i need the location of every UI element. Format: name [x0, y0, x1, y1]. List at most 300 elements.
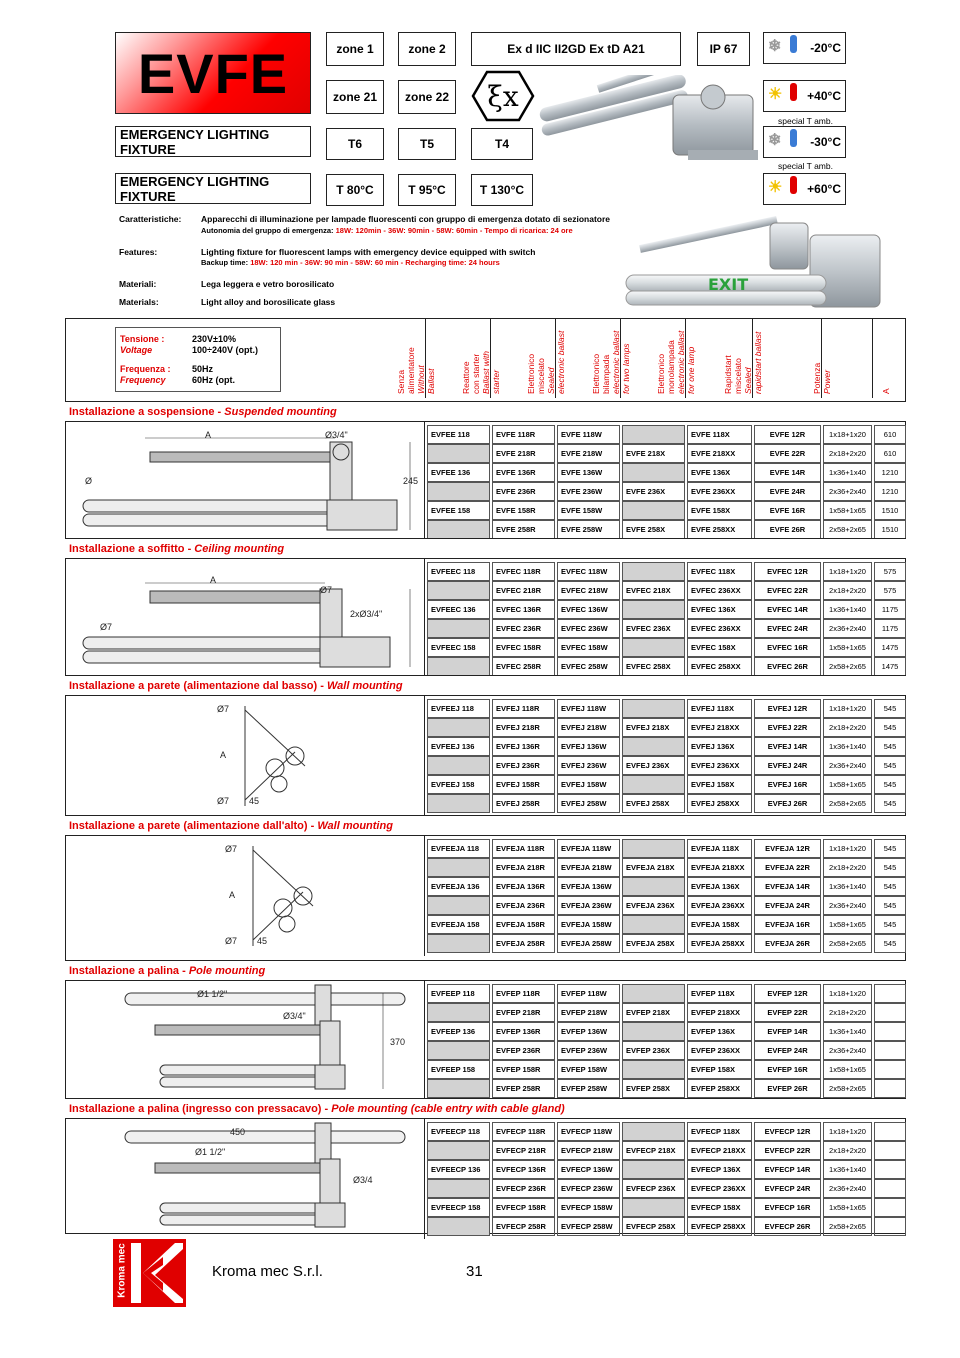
table-cell: EVFEC 258R: [492, 657, 555, 676]
mounting-drawing-0: [65, 422, 425, 542]
dimension-label: Ø7: [320, 585, 333, 595]
dimension-label: 370: [390, 1037, 406, 1047]
section-title-it: Installazione a sospensione -: [69, 406, 225, 418]
materials-en-text: Light alloy and borosilicate glass: [201, 297, 336, 307]
table-cell: EVFEEP 158: [427, 1060, 490, 1079]
table-cell: EVFEJ 258XX: [687, 794, 752, 813]
column-header-6: [812, 318, 872, 398]
table-cell: EVFEJ 16R: [754, 775, 821, 794]
table-cell: 1x18+1x20: [823, 699, 872, 718]
svg-text:ξx: ξx: [487, 80, 519, 113]
table-cell: 1x18+1x20: [823, 984, 872, 1003]
table-cell: EVFEP 218X: [622, 1003, 685, 1022]
materials-it-text: Lega leggera e vetro borosilicato: [201, 279, 335, 289]
table-cell: 545: [874, 934, 906, 953]
column-header-line: Sealed: [743, 367, 753, 394]
t6-box: T6: [326, 128, 384, 160]
table-cell: [874, 984, 906, 1003]
table-cell: EVFEP 136R: [492, 1022, 555, 1041]
table-cell: EVFEP 136X: [687, 1022, 752, 1041]
section-title-it: Installazione a palina (ingresso con pressacavo) -: [69, 1103, 332, 1115]
table-cell: 2x36+2x40: [823, 896, 872, 915]
table-cell: EVFEJ 118W: [557, 699, 620, 718]
table-cell: [874, 1198, 906, 1217]
table-cell: EVFEJA 236X: [622, 896, 685, 915]
backup-en-line: Backup time: 18W: 120 min - 36W: 90 min - 58W: 60 min - Recharging time: 24 hours: [201, 258, 500, 267]
table-cell: 610: [874, 444, 906, 463]
table-cell: EVFEC 218R: [492, 581, 555, 600]
table-cell: EVFEJA 26R: [754, 934, 821, 953]
table-cell: EVFECP 136R: [492, 1160, 555, 1179]
thermometer-cold-icon: [790, 129, 797, 147]
table-cell: EVFE 236XX: [687, 482, 752, 501]
column-header-line: monolampada: [666, 340, 676, 394]
dimension-label: A: [205, 430, 212, 440]
table-cell: EVFEEP 118: [427, 984, 490, 1003]
mounting-drawing-3: [65, 836, 425, 956]
column-header-line: Rapidstart: [723, 355, 733, 394]
table-cell: EVFEJ 158W: [557, 775, 620, 794]
table-cell: 1x18+1x20: [823, 839, 872, 858]
section-title-it: Installazione a parete (alimentazione dall'alto) -: [69, 820, 318, 832]
section-title-0: [65, 401, 906, 422]
table-cell: 545: [874, 877, 906, 896]
table-cell: EVFEC 16R: [754, 638, 821, 657]
table-cell: EVFEC 218W: [557, 581, 620, 600]
column-header-line: Reattore: [461, 361, 471, 394]
backup-it-line: Autonomia del gruppo di emergenza: 18W: 120min - 36W: 90min - 58W: 60min - Tempo di ricarica: 24 ore: [201, 226, 573, 235]
table-cell: EVFEJ 236X: [622, 756, 685, 775]
table-cell: [874, 1041, 906, 1060]
table-cell: 2x58+2x65: [823, 1079, 872, 1098]
table-cell: 545: [874, 839, 906, 858]
table-cell: 1x36+1x40: [823, 600, 872, 619]
dimension-label: 2xØ3/4": [350, 609, 383, 619]
dimension-label: Ø7: [225, 844, 238, 854]
table-cell: 2x36+2x40: [823, 756, 872, 775]
table-cell: EVFEJA 118X: [687, 839, 752, 858]
table-cell: EVFE 258W: [557, 520, 620, 539]
table-cell: EVFEP 218XX: [687, 1003, 752, 1022]
kroma-mec-logo: [113, 1239, 186, 1307]
table-cell: [427, 619, 490, 638]
table-cell: EVFEC 118X: [687, 562, 752, 581]
table-cell: EVFEC 236R: [492, 619, 555, 638]
section-title-en: Ceiling mounting: [194, 543, 285, 555]
table-cell: EVFE 136R: [492, 463, 555, 482]
table-cell: EVFEC 258X: [622, 657, 685, 676]
ambient-min20-box: ❄ -20°C: [763, 32, 846, 64]
table-cell: EVFEC 258W: [557, 657, 620, 676]
table-cell: 2x18+2x20: [823, 718, 872, 737]
table-cell: EVFEJ 24R: [754, 756, 821, 775]
table-cell: EVFE 258X: [622, 520, 685, 539]
table-cell: EVFECP 118R: [492, 1122, 555, 1141]
table-cell: EVFEJA 218R: [492, 858, 555, 877]
table-cell: [874, 1079, 906, 1098]
features-en-label: Features:: [119, 247, 158, 257]
table-cell: 575: [874, 581, 906, 600]
table-cell: EVFECP 158R: [492, 1198, 555, 1217]
table-cell: [622, 501, 685, 520]
column-header-line: Senza: [396, 369, 406, 394]
table-cell: EVFEEC 158: [427, 638, 490, 657]
table-cell: EVFEC 236XX: [687, 581, 752, 600]
table-cell: EVFECP 26R: [754, 1217, 821, 1236]
mounting-drawing-2: [65, 696, 425, 816]
table-cell: [622, 984, 685, 1003]
table-cell: EVFEECP 158: [427, 1198, 490, 1217]
dimension-label: Ø3/4": [325, 430, 348, 440]
column-header-text: [591, 331, 631, 394]
table-cell: [622, 1198, 685, 1217]
table-cell: EVFEP 118R: [492, 984, 555, 1003]
table-cell: [427, 756, 490, 775]
table-cell: [874, 1003, 906, 1022]
column-header-line: Elettronico: [656, 353, 666, 394]
table-cell: EVFEC 158R: [492, 638, 555, 657]
table-cell: EVFEP 158W: [557, 1060, 620, 1079]
table-cell: EVFEJA 158W: [557, 915, 620, 934]
table-cell: EVFE 136W: [557, 463, 620, 482]
table-cell: EVFEC 236XX: [687, 619, 752, 638]
table-cell: [427, 1141, 490, 1160]
column-header-line: bilampada: [601, 354, 611, 394]
table-cell: EVFEJA 236R: [492, 896, 555, 915]
label-box-1: EMERGENCY LIGHTING FIXTURE: [115, 126, 311, 157]
table-cell: 545: [874, 915, 906, 934]
column-header-line: Elettronico: [526, 353, 536, 394]
table-cell: EVFEP 24R: [754, 1041, 821, 1060]
column-header-line: miscelato: [536, 358, 546, 394]
table-cell: EVFEJA 24R: [754, 896, 821, 915]
table-cell: 2x36+2x40: [823, 482, 872, 501]
table-cell: EVFEJA 236XX: [687, 896, 752, 915]
materials-it-label: Materiali:: [119, 279, 157, 289]
table-cell: 1x36+1x40: [823, 1022, 872, 1041]
table-cell: 2x18+2x20: [823, 444, 872, 463]
column-header-text: [656, 331, 696, 394]
table-cell: EVFE 236X: [622, 482, 685, 501]
ambient-plus60-box: ☀ +60°C: [763, 173, 846, 205]
table-cell: EVFECP 136W: [557, 1160, 620, 1179]
table-cell: EVFEP 236R: [492, 1041, 555, 1060]
table-cell: EVFEJ 236XX: [687, 756, 752, 775]
table-cell: EVFEJA 218XX: [687, 858, 752, 877]
table-cell: EVFE 236W: [557, 482, 620, 501]
table-cell: EVFE 218XX: [687, 444, 752, 463]
section-title-3: [65, 815, 906, 836]
product-photo-top: [538, 75, 758, 175]
technical-drawing: [65, 422, 425, 542]
table-cell: [622, 425, 685, 444]
t5-box: T5: [398, 128, 456, 160]
dimension-label: Ø7: [225, 936, 238, 946]
table-cell: [427, 934, 490, 953]
table-cell: 1x36+1x40: [823, 1160, 872, 1179]
table-cell: EVFEP 258W: [557, 1079, 620, 1098]
table-cell: EVFEEC 136: [427, 600, 490, 619]
table-cell: [622, 699, 685, 718]
atex-ex-icon: [471, 66, 535, 126]
table-cell: 545: [874, 858, 906, 877]
table-cell: [622, 1060, 685, 1079]
snowflake-icon: ❄: [768, 38, 782, 55]
table-cell: EVFEP 118X: [687, 984, 752, 1003]
table-cell: [622, 638, 685, 657]
table-cell: [622, 915, 685, 934]
table-cell: 1475: [874, 657, 906, 676]
table-cell: EVFEEP 136: [427, 1022, 490, 1041]
table-cell: EVFECP 236X: [622, 1179, 685, 1198]
table-cell: EVFEJA 136W: [557, 877, 620, 896]
table-cell: EVFEJA 16R: [754, 915, 821, 934]
table-cell: 610: [874, 425, 906, 444]
dimension-label: Ø1 1/2": [195, 1147, 226, 1157]
column-header-line: starter: [491, 369, 501, 394]
table-cell: EVFECP 218XX: [687, 1141, 752, 1160]
table-cell: EVFEC 136X: [687, 600, 752, 619]
zone-22-box: zone 22: [398, 80, 456, 114]
table-cell: EVFEC 118W: [557, 562, 620, 581]
table-cell: EVFECP 258W: [557, 1217, 620, 1236]
table-cell: EVFEJA 14R: [754, 877, 821, 896]
table-cell: 545: [874, 794, 906, 813]
dimension-label: 45: [249, 796, 260, 806]
t95-box: T 95°C: [398, 174, 456, 206]
table-cell: EVFEC 258XX: [687, 657, 752, 676]
table-cell: [874, 1141, 906, 1160]
voltage-label: Tensione :: [120, 334, 165, 344]
table-cell: EVFEC 218X: [622, 581, 685, 600]
table-cell: 1510: [874, 501, 906, 520]
table-cell: 1x18+1x20: [823, 562, 872, 581]
table-cell: EVFEJA 258XX: [687, 934, 752, 953]
frequency-opt: 60Hz (opt.: [192, 375, 236, 385]
table-cell: EVFEP 136W: [557, 1022, 620, 1041]
table-cell: EVFECP 158X: [687, 1198, 752, 1217]
column-header-line: Ballast with: [481, 351, 491, 394]
table-cell: EVFEJA 136X: [687, 877, 752, 896]
table-cell: EVFE 118W: [557, 425, 620, 444]
dimension-label: Ø7: [217, 796, 230, 806]
thermometer-cold-icon: [790, 35, 797, 53]
table-cell: [874, 1217, 906, 1236]
section-title-5: [65, 1098, 906, 1119]
exit-sign-text: EXIT: [708, 275, 749, 294]
section-title-2: [65, 675, 906, 696]
table-cell: 1175: [874, 619, 906, 638]
materials-en-label: Materials:: [119, 297, 159, 307]
snowflake-icon: ❄: [768, 132, 782, 149]
table-cell: EVFEC 26R: [754, 657, 821, 676]
table-cell: 1x18+1x20: [823, 1122, 872, 1141]
table-cell: EVFEJA 158R: [492, 915, 555, 934]
technical-drawing: [65, 981, 425, 1101]
zone-21-box: zone 21: [326, 80, 384, 114]
section-title-it: Installazione a soffitto -: [69, 543, 195, 555]
table-cell: [427, 858, 490, 877]
column-header-text: [812, 363, 832, 394]
table-cell: EVFEJ 258X: [622, 794, 685, 813]
table-cell: EVFECP 258XX: [687, 1217, 752, 1236]
table-cell: EVFEP 118W: [557, 984, 620, 1003]
table-cell: EVFEJ 258R: [492, 794, 555, 813]
table-cell: [622, 463, 685, 482]
table-cell: [427, 1003, 490, 1022]
table-cell: [622, 562, 685, 581]
table-cell: EVFE 118X: [687, 425, 752, 444]
column-header-line: rapidstart ballast: [753, 331, 763, 394]
table-cell: EVFECP 158W: [557, 1198, 620, 1217]
table-cell: [622, 839, 685, 858]
sun-icon: ☀: [768, 86, 783, 103]
table-cell: EVFE 14R: [754, 463, 821, 482]
dimension-label: A: [210, 575, 217, 585]
table-cell: 1x36+1x40: [823, 737, 872, 756]
table-cell: EVFECP 258X: [622, 1217, 685, 1236]
certification-box: Ex d IIC II2GD Ex tD A21: [471, 32, 681, 66]
technical-drawing: [65, 836, 425, 956]
table-cell: 545: [874, 699, 906, 718]
table-cell: EVFE 158X: [687, 501, 752, 520]
table-cell: 2x36+2x40: [823, 1179, 872, 1198]
column-header-text: [881, 388, 891, 394]
t130-box: T 130°C: [471, 174, 533, 206]
dimension-label: A: [229, 890, 236, 900]
table-cell: 1510: [874, 520, 906, 539]
features-en-text: Lighting fixture for fluorescent lamps with emergency device equipped with switch: [201, 247, 536, 257]
technical-drawing: [65, 696, 425, 816]
table-cell: EVFEP 236XX: [687, 1041, 752, 1060]
table-cell: EVFECP 218W: [557, 1141, 620, 1160]
table-cell: 1x58+1x65: [823, 915, 872, 934]
table-cell: EVFEP 12R: [754, 984, 821, 1003]
table-cell: [622, 877, 685, 896]
table-cell: EVFEP 16R: [754, 1060, 821, 1079]
table-cell: EVFECP 136X: [687, 1160, 752, 1179]
voltage-opt: 100÷240V (opt.): [192, 345, 258, 355]
table-cell: EVFEP 158R: [492, 1060, 555, 1079]
column-header-text: [396, 347, 436, 394]
features-it-label: Caratteristiche:: [119, 214, 182, 224]
column-header-line: for one lamp: [686, 346, 696, 394]
table-cell: EVFEP 236W: [557, 1041, 620, 1060]
voltage-value: 230V±10%: [192, 334, 236, 344]
table-cell: EVFEC 118R: [492, 562, 555, 581]
logo-text: Kroma mec: [116, 1243, 128, 1298]
table-cell: EVFECP 24R: [754, 1179, 821, 1198]
table-cell: EVFEEJA 158: [427, 915, 490, 934]
table-cell: EVFEE 118: [427, 425, 490, 444]
table-cell: [874, 1022, 906, 1041]
frequency-value: 50Hz: [192, 364, 214, 374]
mounting-drawing-1: [65, 559, 425, 679]
dimension-label: Ø7: [217, 704, 230, 714]
table-cell: EVFEP 236X: [622, 1041, 685, 1060]
table-cell: EVFEJ 14R: [754, 737, 821, 756]
table-cell: EVFEJA 258W: [557, 934, 620, 953]
column-header-line: con starter: [471, 353, 481, 394]
table-cell: [874, 1122, 906, 1141]
section-title-it: Installazione a parete (alimentazione dal basso) -: [69, 680, 327, 692]
table-cell: EVFECP 12R: [754, 1122, 821, 1141]
table-cell: EVFEP 218W: [557, 1003, 620, 1022]
table-cell: EVFEJ 136R: [492, 737, 555, 756]
table-cell: [427, 520, 490, 539]
technical-drawing: [65, 559, 425, 679]
table-cell: 2x58+2x65: [823, 657, 872, 676]
table-cell: [622, 737, 685, 756]
table-cell: EVFEP 218R: [492, 1003, 555, 1022]
section-title-1: [65, 538, 906, 559]
table-cell: EVFE 136X: [687, 463, 752, 482]
table-cell: [427, 1217, 490, 1236]
product-code: EVFE: [137, 41, 289, 105]
table-cell: EVFEJ 136X: [687, 737, 752, 756]
section-title-en: Wall mounting: [326, 680, 403, 692]
table-cell: EVFECP 16R: [754, 1198, 821, 1217]
special-t-note-2: special T amb.: [778, 161, 833, 171]
table-cell: EVFE 22R: [754, 444, 821, 463]
zone-2-box: zone 2: [398, 32, 456, 66]
table-cell: EVFEC 236W: [557, 619, 620, 638]
column-header-line: Ballast: [426, 368, 436, 394]
table-cell: [622, 1160, 685, 1179]
zone-1-box: zone 1: [326, 32, 384, 66]
table-cell: EVFEJA 118W: [557, 839, 620, 858]
dimension-label: Ø7: [100, 622, 113, 632]
table-cell: 1x58+1x65: [823, 638, 872, 657]
t4-box: T4: [471, 128, 533, 160]
table-cell: [427, 1079, 490, 1098]
column-header-line: A: [881, 388, 891, 394]
table-cell: EVFE 218X: [622, 444, 685, 463]
table-cell: 1x58+1x65: [823, 501, 872, 520]
table-cell: 2x18+2x20: [823, 1141, 872, 1160]
section-title-it: Installazione a palina -: [69, 965, 189, 977]
table-cell: EVFECP 218X: [622, 1141, 685, 1160]
table-cell: EVFE 12R: [754, 425, 821, 444]
table-cell: EVFECP 118W: [557, 1122, 620, 1141]
table-cell: 1x58+1x65: [823, 1060, 872, 1079]
table-cell: EVFEC 14R: [754, 600, 821, 619]
table-cell: [427, 896, 490, 915]
column-header-line: Without: [416, 365, 426, 394]
dimension-label: 45: [257, 936, 268, 946]
table-cell: EVFE 258XX: [687, 520, 752, 539]
column-header-line: electronic ballast: [611, 330, 621, 394]
table-cell: EVFECP 14R: [754, 1160, 821, 1179]
table-cell: [622, 1122, 685, 1141]
table-cell: EVFEC 236X: [622, 619, 685, 638]
table-cell: 2x18+2x20: [823, 581, 872, 600]
column-header-line: for two lamps: [621, 343, 631, 394]
table-cell: EVFE 158W: [557, 501, 620, 520]
table-cell: [427, 794, 490, 813]
table-cell: 1x36+1x40: [823, 463, 872, 482]
table-cell: [427, 581, 490, 600]
table-cell: EVFEC 22R: [754, 581, 821, 600]
table-cell: EVFEJA 22R: [754, 858, 821, 877]
table-cell: EVFE 236R: [492, 482, 555, 501]
column-header-text: [526, 331, 566, 394]
table-cell: EVFECP 258R: [492, 1217, 555, 1236]
dimension-label: 450: [230, 1127, 246, 1137]
table-cell: 2x58+2x65: [823, 1217, 872, 1236]
table-cell: EVFEJ 218R: [492, 718, 555, 737]
table-cell: [874, 1179, 906, 1198]
